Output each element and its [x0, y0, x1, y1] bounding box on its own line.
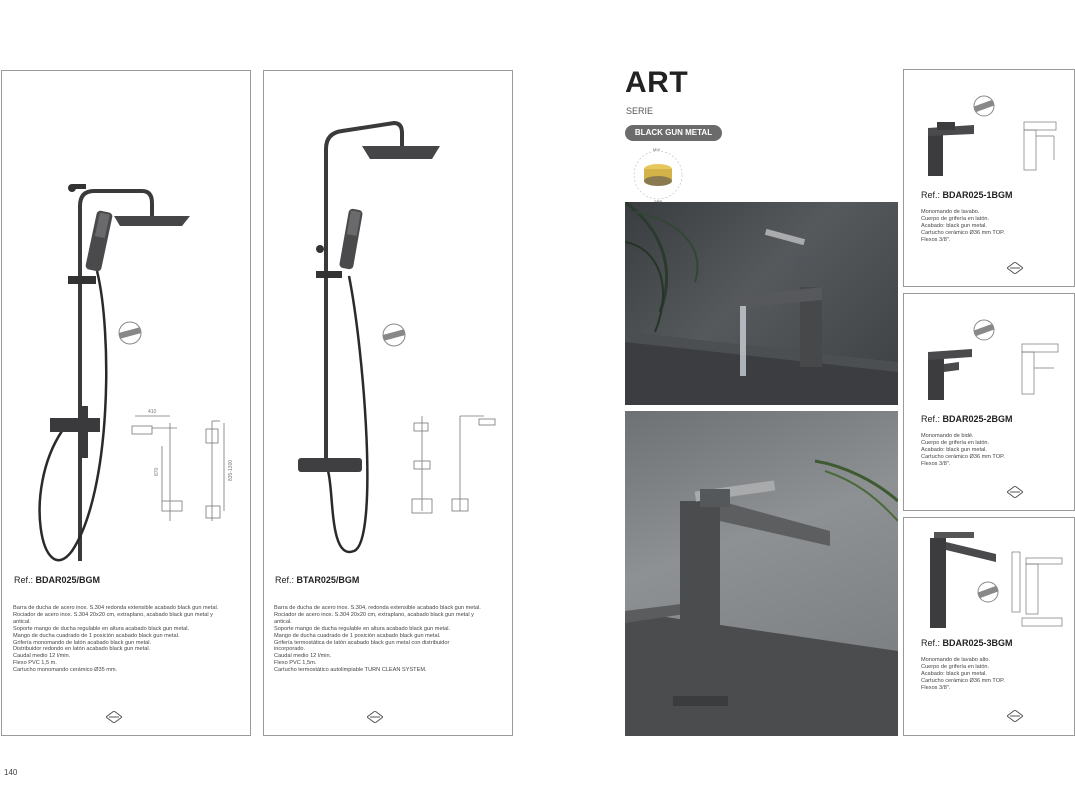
- desc-line: Cartucho cerámico Ø36 mm TOP.: [921, 454, 1005, 460]
- desc-line: Cartucho monomando cerámico Ø35 mm.: [13, 667, 118, 674]
- desc-line: Distribuidor redondo en latón acabado black gun metal.: [13, 646, 151, 653]
- ref-code: BDAR025-2BGM: [942, 414, 1013, 424]
- product-description: [921, 209, 1005, 244]
- desc-line: Caudal medio 12 l/min.: [274, 653, 332, 660]
- desc-line: Mango de ducha cuadrado de 1 posición acabado black gun metal.: [13, 632, 180, 639]
- desc-line: Monomando de bidé.: [921, 433, 974, 439]
- desc-line: Acabado: black gun metal.: [921, 447, 987, 453]
- product-ref: [921, 414, 1013, 424]
- pvd-finish-icon: [628, 145, 688, 205]
- tall-basin-mixer-image: [904, 518, 1075, 638]
- desc-line: antical.: [274, 618, 292, 625]
- desc-line: antical.: [13, 618, 31, 625]
- product-ref: [921, 638, 1013, 648]
- desc-line: Cartucho cerámico Ø36 mm TOP.: [921, 230, 1005, 236]
- lifestyle-photo-tall-faucet: [625, 411, 898, 736]
- desc-line: Caudal medio 12 l/min.: [13, 653, 71, 660]
- page-number: 140: [4, 768, 18, 777]
- desc-line: Flexos 3/8".: [921, 237, 951, 243]
- new-design-badge-icon: [383, 324, 406, 346]
- new-design-badge-icon: [978, 582, 999, 602]
- dim-label: 410: [148, 409, 157, 415]
- series-title: ART: [625, 66, 689, 99]
- dim-label: 870: [154, 467, 160, 476]
- product-description: [921, 657, 1005, 692]
- desc-line: Monomando de lavabo alto.: [921, 657, 991, 663]
- ref-label: Ref.:: [14, 575, 34, 585]
- ref-label: Ref.:: [921, 190, 941, 200]
- product-description: [921, 433, 1005, 468]
- desc-line: Monomando de lavabo.: [921, 209, 980, 215]
- finish-badge: BLACK GUN METAL: [625, 125, 722, 141]
- desc-line: Flexo PVC 1,5m.: [274, 660, 317, 667]
- product-description: [13, 605, 218, 674]
- desc-line: Flexos 3/8".: [921, 461, 951, 467]
- desc-line: Cuerpo de grifería en latón.: [921, 664, 990, 670]
- new-design-badge-icon: [974, 96, 995, 116]
- basin-mixer-image: [904, 70, 1075, 190]
- brand-logo-icon: [1007, 262, 1023, 274]
- desc-line: Cuerpo de grifería en latón.: [921, 216, 990, 222]
- brand-logo-icon: [1007, 710, 1023, 722]
- product-ref: [14, 575, 100, 585]
- shower-set-image: [2, 71, 252, 571]
- product-description: [274, 605, 481, 674]
- ref-code: BTAR025/BGM: [296, 575, 360, 585]
- desc-line: Barra de ducha de acero inox. S.304, redonda extensible acabado black gun metal.: [274, 605, 481, 611]
- product-card-shower-mixer: [1, 70, 251, 736]
- desc-line: Flexos 3/8".: [921, 685, 951, 691]
- ref-code: BDAR025-1BGM: [942, 190, 1013, 200]
- desc-line: Cartucho cerámico Ø36 mm TOP.: [921, 678, 1005, 684]
- brand-logo-icon: [106, 711, 122, 723]
- svg-text:MIX: MIX: [653, 147, 661, 152]
- lifestyle-photo-basin-faucet: [625, 202, 898, 405]
- desc-line: Flexo PVC 1,5 m.: [13, 660, 57, 667]
- ref-label: Ref.:: [921, 414, 941, 424]
- series-label: SERIE: [626, 106, 654, 116]
- product-card-bidet-mixer: [903, 293, 1075, 511]
- dim-label: 835-1300: [228, 459, 234, 481]
- ref-label: Ref.:: [921, 638, 941, 648]
- desc-line: Mango de ducha cuadrado de 1 posición acabado black gun metal.: [274, 632, 441, 639]
- product-card-thermostatic-shower: [263, 70, 513, 736]
- product-card-basin-mixer: [903, 69, 1075, 287]
- brand-logo-icon: [1007, 486, 1023, 498]
- desc-line: Barra de ducha de acero inox. S.304 redonda extensible acabado black gun metal.: [13, 605, 219, 611]
- desc-line: Cuerpo de grifería en latón.: [921, 440, 990, 446]
- desc-line: Grifería termostática de latón acabado black gun metal con distribuidor: [274, 639, 450, 646]
- new-design-badge-icon: [974, 320, 995, 340]
- desc-line: Acabado: black gun metal.: [921, 671, 987, 677]
- desc-line: Soporte mango de ducha regulable en altura acabado black gun metal.: [274, 625, 451, 632]
- new-design-badge-icon: [119, 322, 142, 344]
- desc-line: Acabado: black gun metal.: [921, 223, 987, 229]
- product-ref: [921, 190, 1013, 200]
- desc-line: Soporte mango de ducha regulable en altura acabado black gun metal.: [13, 625, 190, 632]
- brand-logo-icon: [367, 711, 383, 723]
- ref-code: BDAR025-3BGM: [942, 638, 1013, 648]
- desc-line: Rociador de acero inox. S.304 20x20 cm, extraplano, acabado black gun metal y: [274, 611, 474, 618]
- desc-line: incorporado.: [274, 646, 306, 653]
- ref-label: Ref.:: [275, 575, 295, 585]
- product-ref: [275, 575, 359, 585]
- ref-code: BDAR025/BGM: [35, 575, 101, 585]
- shower-set-image: [264, 71, 514, 571]
- desc-line: Cartucho termostático autolimpiable TURN CLEAN SYSTEM.: [274, 667, 427, 674]
- desc-line: Rociador de acero inox. S.304 20x20 cm, extraplano, acabado black gun metal y: [13, 611, 213, 618]
- product-card-tall-basin-mixer: [903, 517, 1075, 736]
- desc-line: Grifería monomando de latón acabado black gun metal.: [13, 639, 152, 646]
- bidet-mixer-image: [904, 294, 1075, 414]
